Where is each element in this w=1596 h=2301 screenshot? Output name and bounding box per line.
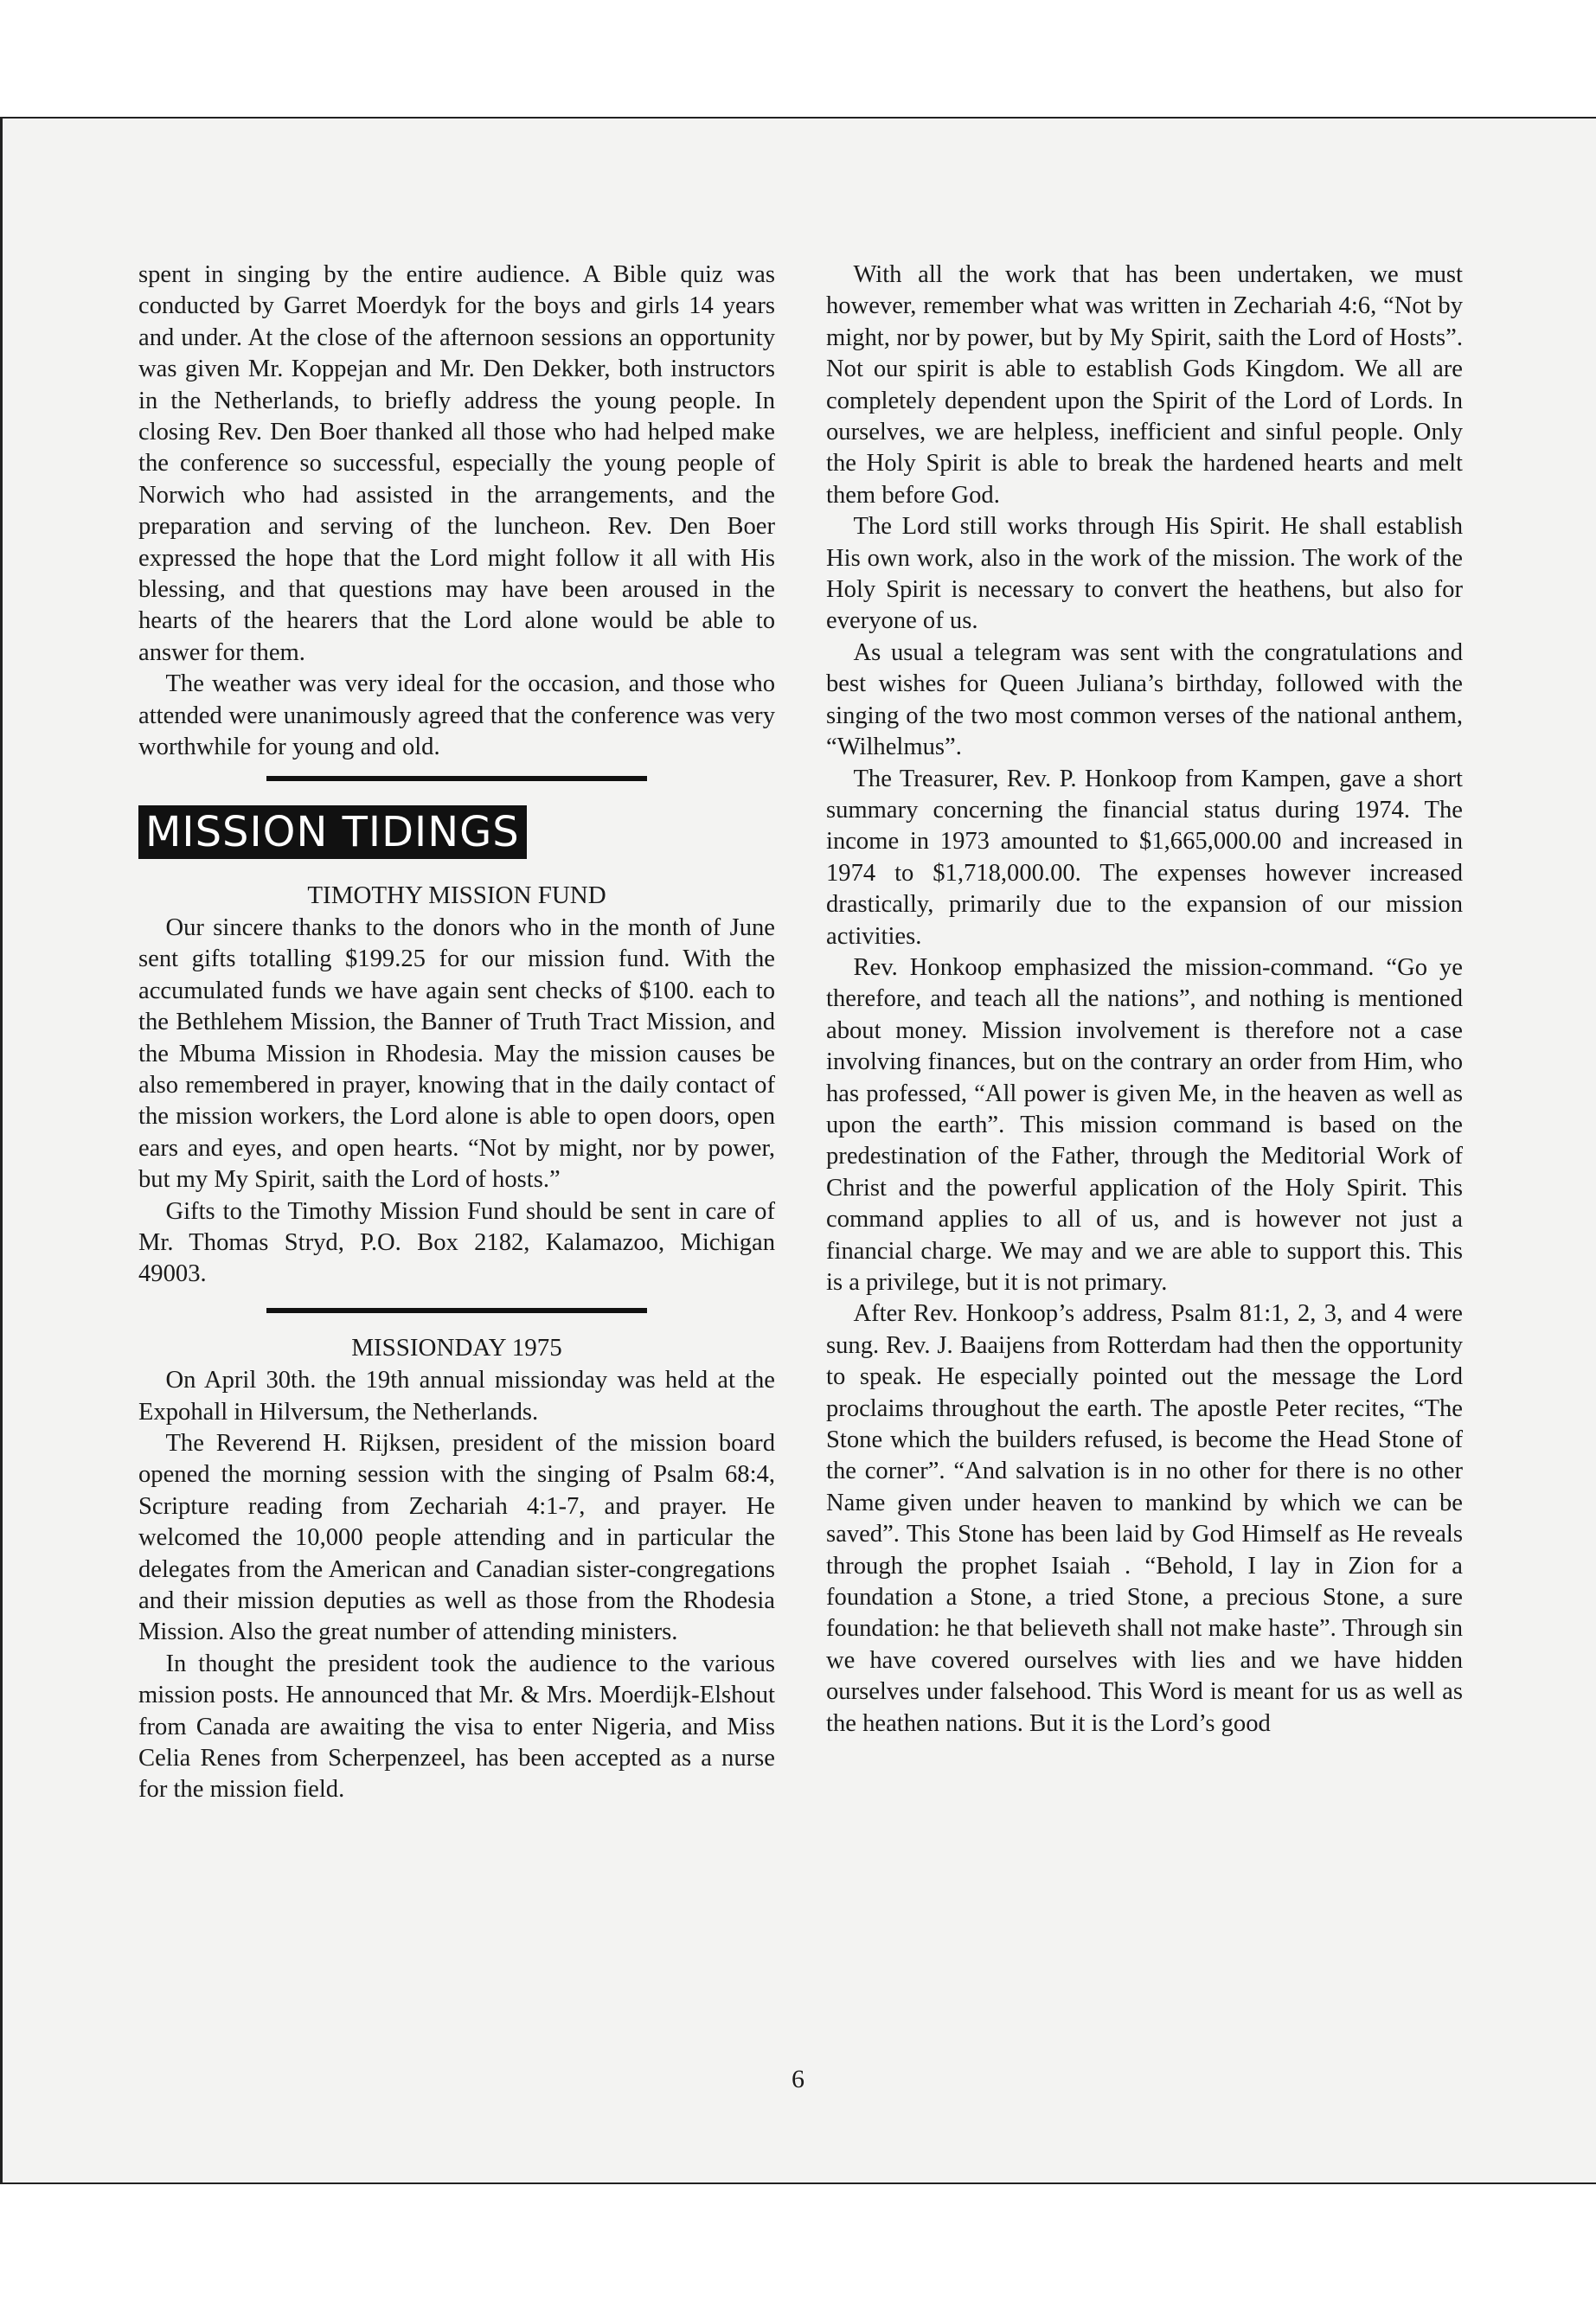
intro-paragraph: The weather was very ideal for the occasion, and those who attended were unanimously agreed that the conference was very worthwhile for young and old.	[138, 670, 775, 761]
timothy-paragraph: Gifts to the Timothy Mission Fund should be sent in care of Mr. Thomas Stryd, P.O. Box 2182, Kalamazoo, Michigan 49003.	[138, 1197, 775, 1288]
right-column	[826, 260, 1463, 1740]
page-number: 6	[792, 2065, 804, 2093]
right-paragraph: The Lord still works through His Spirit. He shall establish His own work, also in the work of the mission. The work of the Holy Spirit is necessary to convert the heathens, but also for everyone of us.	[826, 513, 1463, 635]
right-paragraph: After Rev. Honkoop’s address, Psalm 81:1, 2, 3, and 4 were sung. Rev. J. Baaijens from Rotterdam had then the opportunity to speak. He especially pointed out the message the Lord proclaims throughout the earth. The apostle Peter recites, “The Stone which the builders refused, is become the Head Stone of the corner”. “And salvation is in no other for there is no other Name given under heaven to mankind by which we can be saved”. This Stone has been laid by God Himself as He reveals through the prophet Isaiah . “Behold, I lay in Zion for a foundation a Stone, a tried Stone, a precious Stone, a sure foundation: he that believeth shall not make haste”. Through sin we have covered ourselves with lies and we have hidden ourselves under falsehood. This Word is meant for us as well as the heathen nations. But it is the Lord’s good	[826, 1300, 1463, 1737]
missionday-heading: MISSIONDAY 1975	[351, 1333, 562, 1362]
timothy-heading: TIMOTHY MISSION FUND	[307, 881, 606, 909]
right-paragraph: Rev. Honkoop emphasized the mission-command. “Go ye therefore, and teach all the nations”, and nothing is mentioned about money. Mission involvement is therefore not a case involving finances, but on the contrary an order from Him, who has professed, “All power is given Me, in the heaven as well as upon the earth”. This mission command is based on the predestination of the Father, through the Meditorial Work of Christ and the powerful application of the Holy Spirit. This command applies to all of us, and is however not just a financial charge. We may and we are able to support this. This is a privilege, but it is not primary.	[826, 953, 1463, 1296]
mission-tidings-banner: MISSION TIDINGS	[138, 805, 527, 859]
right-paragraph: As usual a telegram was sent with the congratulations and best wishes for Queen Juliana’s birthday, followed with the singing of the two most common verses of the national anthem, “Wilhelmus”.	[826, 638, 1463, 761]
right-paragraph: With all the work that has been undertaken, we must however, remember what was written in Zechariah 4:6, “Not by might, nor by power, but by My Spirit, saith the Lord of Hosts”. Not our spirit is able to establish Gods Kingdom. We all are completely dependent upon the Spirit of the Lord of Lords. In ourselves, we are helpless, inefficient and sinful people. Only the Holy Spirit is able to break the hardened hearts and melt them before God.	[826, 261, 1463, 509]
missionday-paragraph: On April 30th. the 19th annual missionday was held at the Expohall in Hilversum, the Netherlands.	[138, 1367, 775, 1426]
missionday-paragraph: The Reverend H. Rijksen, president of the mission board opened the morning session with the singing of Psalm 68:4, Scripture reading from Zechariah 4:1-7, and prayer. He welcomed the 10,000 people attending and in particular the delegates from the American and Canadian sister-congregations and their mission deputies as well as those from the Rhodesia Mission. Also the great number of attending ministers.	[138, 1430, 775, 1646]
timothy-paragraph: Our sincere thanks to the donors who in the month of June sent gifts totalling $199.25 for our mission fund. With the accumulated funds we have again sent checks of $100. each to the Bethlehem Mission, the Banner of Truth Tract Mission, and the Mbuma Mission in Rhodesia. May the mission causes be also remembered in prayer, knowing that in the daily contact of the mission workers, the Lord alone is able to open doors, open ears and eyes, and open hearts. “Not by might, nor by power, but my My Spirit, saith the Lord of hosts.”	[138, 913, 775, 1194]
section-divider	[266, 776, 647, 781]
missionday-paragraph: In thought the president took the audience to the various mission posts. He announced that Mr. & Mrs. Moerdijk-Elshout from Canada are awaiting the visa to enter Nigeria, and Miss Celia Renes from Scherpenzeel, has been accepted as a nurse for the mission field.	[138, 1650, 775, 1804]
intro-paragraph: spent in singing by the entire audience. A Bible quiz was conducted by Garret Moerdyk for the boys and girls 14 years and under. At the close of the afternoon sessions an opportunity was given Mr. Koppejan and Mr. Den Dekker, both instructors in the Netherlands, to briefly address the young people. In closing Rev. Den Boer thanked all those who had helped make the conference so successful, especially the young people of Norwich who had assisted in the arrangements, and the preparation and serving of the luncheon. Rev. Den Boer expressed the hope that the Lord might follow it all with His blessing, and that questions may have been aroused in the hearts of the hearers that the Lord alone would be able to answer for them.	[138, 261, 775, 666]
section-divider	[266, 1308, 647, 1313]
right-paragraph: The Treasurer, Rev. P. Honkoop from Kampen, gave a short summary concerning the financial status during 1974. The income in 1973 amounted to $1,665,000.00 and increased in 1974 to $1,718,000.00. The expenses however increased drastically, primarily due to the expansion of our mission activities.	[826, 765, 1463, 950]
left-column	[138, 260, 775, 1806]
